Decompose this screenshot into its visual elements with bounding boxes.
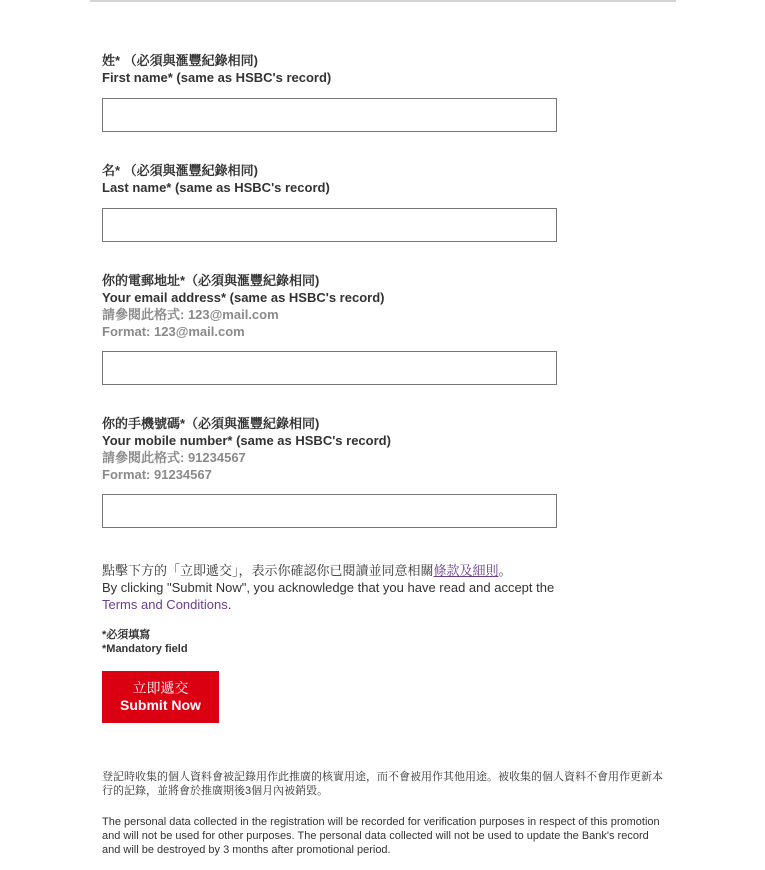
mobile-input[interactable] [102,494,557,528]
consent-zh-suffix: 。 [498,563,512,578]
disclaimer-zh: 登記時收集的個人資料會被記錄用作此推廣的核實用途，而不會被用作其他用途。被收集的個人資料不會用作更新本行的記錄，並將會於推廣期後3個月內被銷毀。 [102,771,663,797]
email-field-group [102,272,662,340]
top-divider [90,0,676,2]
consent-text-en [102,579,662,613]
submit-label-zh: 立即遞交 [132,680,189,696]
submit-button[interactable] [102,671,219,723]
email-label-zh: 你的電郵地址*（必須與滙豐紀錄相同) [102,273,320,288]
submit-label-en: Submit Now [120,697,201,713]
email-hint-en: Format: 123@mail.com [102,324,245,339]
terms-link-zh[interactable]: 條款及細則 [433,563,499,578]
mobile-label-zh: 你的手機號碼*（必須與滙豐紀錄相同) [102,416,320,431]
mobile-hint-zh: 請參閱此格式: 91234567 [102,450,246,465]
mandatory-note-zh: *必須填寫 [102,629,151,641]
consent-zh-prefix: 點擊下方的「立即遞交」，表示你確認你已閱讀並同意相關 [102,563,434,578]
last-name-label-zh: 名* （必須與滙豐紀錄相同) [102,163,259,178]
first-name-label-en: First name* (same as HSBC's record) [102,70,332,85]
first-name-label-zh: 姓* （必須與滙豐紀錄相同) [102,53,259,68]
first-name-input[interactable] [102,98,557,132]
email-hint-zh: 請參閱此格式: 123@mail.com [102,307,279,322]
first-name-field-group [102,52,662,86]
email-label-en: Your email address* (same as HSBC's record) [102,290,385,305]
disclaimer-zh-block [102,770,668,798]
mobile-label-en: Your mobile number* (same as HSBC's record) [102,433,391,448]
mandatory-note-en: *Mandatory field [102,643,188,655]
last-name-input[interactable] [102,208,557,242]
mobile-hint-en: Format: 91234567 [102,467,212,482]
consent-text-zh [102,562,662,579]
mandatory-note [102,628,188,656]
consent-block [102,562,662,613]
consent-en-suffix: . [227,597,232,612]
mobile-field-group [102,415,662,483]
consent-en-prefix: By clicking "Submit Now", you acknowledge that you have read and accept the [102,580,555,595]
email-input[interactable] [102,351,557,385]
last-name-field-group [102,162,662,196]
disclaimer-en: The personal data collected in the registration will be recorded for verification purposes in respect of this promotion and will not be used for other purposes. The personal data collected will not be used to update the Bank's record and will be destroyed by 3 months after promotional period. [102,816,660,856]
disclaimer-en-block [102,815,668,857]
terms-link-en[interactable]: Terms and Conditions [102,597,228,612]
last-name-label-en: Last name* (same as HSBC's record) [102,180,330,195]
